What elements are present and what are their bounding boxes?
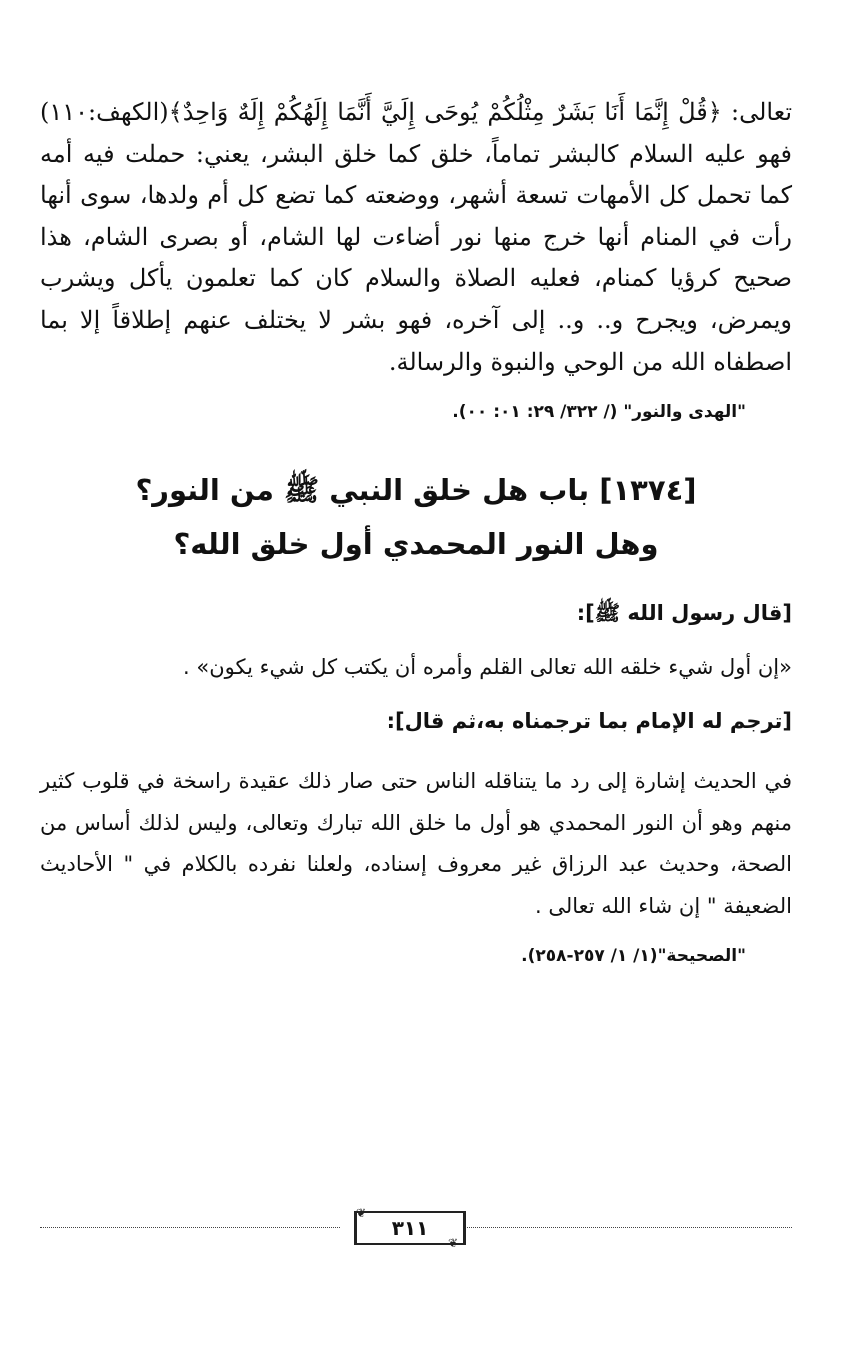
page-content xyxy=(40,92,792,971)
chapter-heading xyxy=(40,463,792,571)
source-citation-2: "الصحيحة"(١/ ١/ ٢٥٧-٢٥٨). xyxy=(521,946,746,967)
chapter-heading-line-2: وهل النور المحمدي أول خلق الله؟ xyxy=(173,527,659,562)
source-citation-1: "الهدى والنور" (/ ٣٢٢/ ٢٩: ٠١: ٠٠). xyxy=(452,402,746,423)
paragraph-2: في الحديث إشارة إلى رد ما يتناقله الناس حتى صار ذلك عقيدة راسخة في قلوب كثير منهم وهو أن النور المحمدي هو أول ما خلق الله تبارك وتعالى، وليس لذلك أساس من الصحة، وحديث عبد الرزاق غير معروف إسناده، ولعلنا نفرده بالكلام في " الأحاديث الضعيفة " إن شاء الله تعالى . xyxy=(40,769,792,918)
footer-dotted-rule-left xyxy=(40,1227,340,1228)
label-prophet-said: [قال رسول الله ﷺ]: xyxy=(576,601,792,626)
footer-dotted-rule-right xyxy=(467,1227,792,1228)
page-number: ٣١١ xyxy=(354,1211,466,1245)
paragraph-1: تعالى: ﴿قُلْ إِنَّمَا أَنَا بَشَرٌ مِثْلُكُمْ يُوحَى إِلَيَّ أَنَّمَا إِلَهُكُمْ إِلَهٌ وَاحِدٌ﴾(الكهف:١١٠) فهو عليه السلام كالبشر تماماً، خلق كما خلق البشر، يعني: حملت فيه أمه كما تحمل كل الأمهات تسعة أشهر، ووضعته كما تضع كل أم ولدها، سوى أنها رأت في المنام أنها خرج منها نور أضاءت لها الشام، أو بصرى الشام، هذا صحيح كرؤيا كمنام، فعليه الصلاة والسلام كان كما تعلمون يأكل ويشرب ويمرض، ويجرح و.. و.. إلى آخره، فهو بشر لا يختلف عنهم إطلاقاً إلا بما اصطفاه الله من الوحي والنبوة والرسالة. xyxy=(40,98,793,376)
ornament-icon: ❦ xyxy=(356,1206,367,1220)
ornament-icon: ❦ xyxy=(448,1236,459,1250)
label-imam-translated: [ترجم له الإمام بما ترجمناه به،ثم قال]: xyxy=(386,709,792,734)
hadith-text: «إن أول شيء خلقه الله تعالى القلم وأمره أن يكتب كل شيء يكون» . xyxy=(183,655,792,680)
page-footer xyxy=(40,1206,792,1250)
chapter-heading-line-1: [١٣٧٤] باب هل خلق النبي ﷺ من النور؟ xyxy=(135,473,697,508)
